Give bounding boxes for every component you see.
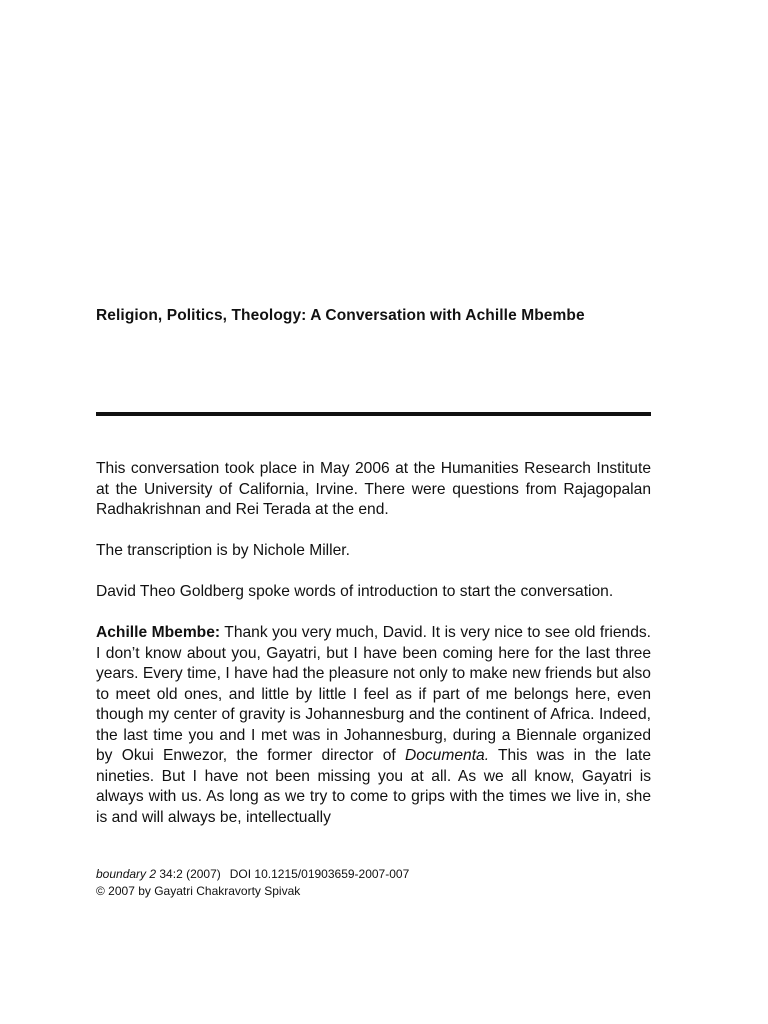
journal-issue: 34:2 (2007) — [156, 867, 221, 881]
italic-publication-title: Documenta. — [404, 747, 490, 764]
intro-paragraph-2: The transcription is by Nichole Miller. — [96, 542, 350, 559]
article-title: Religion, Politics, Theology: A Conversation with Achille Mbembe — [96, 307, 585, 324]
doi-text: DOI 10.1215/01903659-2007-007 — [229, 867, 410, 881]
article-page — [96, 0, 651, 1024]
copyright-line: © 2007 by Gayatri Chakravorty Spivak — [96, 884, 301, 898]
conversation-text-part2: This was in the late nineties. But I have not been missing you at all. As we all know, Gayatri is always with us. As long as we try to come to grips with the times we live in, she is and will always be, intellectually — [96, 747, 651, 826]
conversation-paragraph — [96, 623, 651, 828]
title-divider-rule — [96, 412, 651, 416]
citation-line — [96, 866, 651, 883]
speaker-name: Achille Mbembe: — [96, 624, 221, 641]
article-body — [96, 459, 651, 849]
journal-name: boundary 2 — [96, 867, 157, 881]
intro-paragraph-1: This conversation took place in May 2006 at the Humanities Research Institute at the University of California, Irvine. There were questions from Rajagopalan Radhakrishnan and Rei Terada at the end. — [96, 460, 651, 518]
intro-paragraph-3: David Theo Goldberg spoke words of introduction to start the conversation. — [96, 583, 614, 600]
conversation-text-part1: Thank you very much, David. It is very nice to see old friends. I don’t know about you, Gayatri, but I have been coming here for the last three years. Every time, I have had the pleasure not only to make new friends but also to meet old ones, and little by little I feel as if part of me belongs here, even though my center of gravity is Johannesburg and the continent of Africa. Indeed, the last time you and I met was in Johannesburg, during a Biennale organized by Okui Enwezor, the former director of — [96, 624, 651, 764]
publication-footer — [96, 866, 651, 900]
